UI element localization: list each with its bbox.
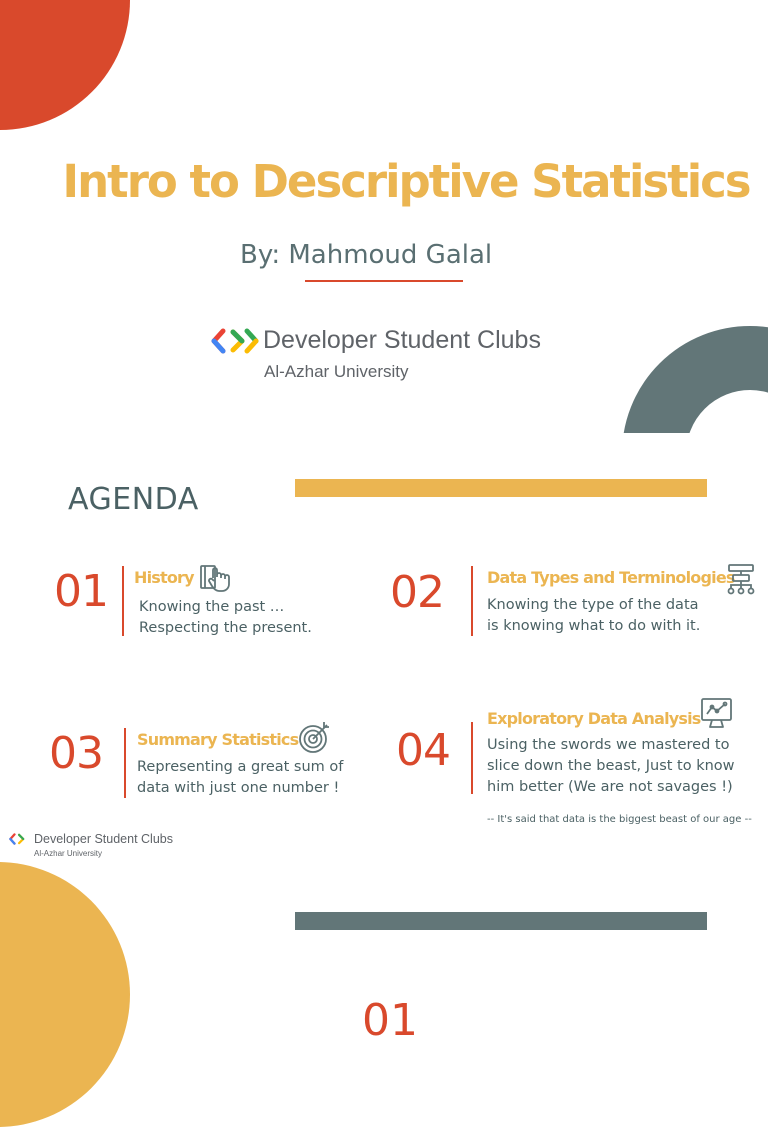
item-divider <box>124 728 126 798</box>
dsc-logo-text: Developer Student Clubs <box>263 326 541 354</box>
item-description-line: is knowing what to do with it. <box>487 618 701 634</box>
item-description <box>139 597 312 639</box>
item-description-line: data with just one number ! <box>137 780 340 796</box>
book-hand-icon <box>199 562 231 594</box>
item-number: 02 <box>390 567 444 618</box>
item-divider <box>122 566 124 636</box>
quote-text: -- It's said that data is the biggest beast of our age -- <box>487 814 752 825</box>
accent-bar-yellow <box>295 479 707 497</box>
hierarchy-icon <box>725 563 757 595</box>
dsc-logo-subtitle: Al-Azhar University <box>34 849 103 858</box>
target-icon <box>297 719 333 755</box>
dsc-logo-icon <box>211 328 259 354</box>
item-number: 04 <box>396 725 450 776</box>
item-description-line: Knowing the type of the data <box>487 597 699 613</box>
item-description-line: Representing a great sum of <box>137 759 344 775</box>
item-divider <box>471 566 473 636</box>
dsc-logo <box>211 326 541 355</box>
item-title: History <box>134 568 194 587</box>
dsc-logo-subtitle: Al-Azhar University <box>264 362 409 381</box>
author-byline: By: Mahmoud Galal <box>240 240 493 270</box>
decorative-circle-top <box>0 0 130 130</box>
page-title: Intro to Descriptive Statistics <box>62 155 750 208</box>
byline-underline <box>305 280 463 282</box>
item-description-line: Respecting the present. <box>139 620 312 636</box>
decorative-circle-bottom <box>0 862 130 1127</box>
agenda-heading: AGENDA <box>68 482 199 517</box>
item-description <box>487 735 735 798</box>
next-section-number: 01 <box>362 995 418 1046</box>
item-description <box>487 595 700 637</box>
dsc-logo-icon <box>9 833 31 845</box>
item-description-line: Knowing the past … <box>139 599 285 615</box>
chart-monitor-icon <box>700 697 733 729</box>
item-description-line: Using the swords we mastered to <box>487 737 730 753</box>
item-title: Exploratory Data Analysis <box>487 709 701 728</box>
item-description <box>137 757 343 799</box>
item-description-line: him better (We are not savages !) <box>487 779 733 795</box>
dsc-logo-text: Developer Student Clubs <box>34 832 173 846</box>
decorative-arc <box>600 320 768 433</box>
item-divider <box>471 722 473 794</box>
accent-bar-gray <box>295 912 707 930</box>
dsc-logo-small <box>9 832 173 846</box>
item-description-line: slice down the beast, Just to know <box>487 758 735 774</box>
item-number: 03 <box>49 728 103 779</box>
item-title: Summary Statistics <box>137 730 299 749</box>
item-number: 01 <box>54 566 108 617</box>
item-title: Data Types and Terminologies <box>487 568 735 587</box>
